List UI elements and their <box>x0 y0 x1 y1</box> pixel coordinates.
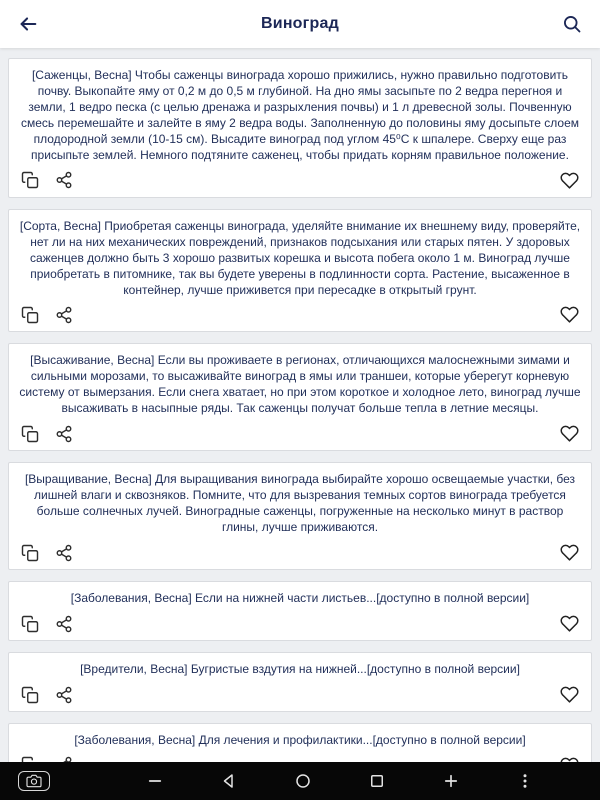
card-text: [Саженцы, Весна] Чтобы саженцы винограда хорошо прижились, нужно правильно подготовить почву. Выкопайте яму от 0,2 м до 0,5 м глубиной. На дно ямы засыпьте по 2 ведра перегноя и земли, 1 ведро песка (с целью дренажа и разрыхления почвы) и 1 л древесной золы. Почвенную смесь перемешайте и залейте в яму 2 ведра воды. Заполненную до половины яму досыпьте слоем плодородной земли (10-15 см). Высадите виноград под углом 45⁰С к шпалере. Сверху еще раз присыпьте землей. Немного подтяните саженец, чтобы придать корням правильное положение. <box>20 68 580 162</box>
nav-more-button[interactable] <box>512 768 538 794</box>
card-actions <box>19 536 581 567</box>
tip-card-4 <box>8 462 592 570</box>
nav-home-button[interactable] <box>290 768 316 794</box>
copy-button[interactable] <box>21 306 39 324</box>
card-actions <box>19 678 581 709</box>
card-actions <box>19 749 581 762</box>
share-icon <box>55 306 73 324</box>
search-button[interactable] <box>554 6 590 42</box>
plus-icon <box>442 772 460 790</box>
card-actions <box>19 164 581 195</box>
search-icon <box>562 14 582 34</box>
tip-card-3 <box>8 343 592 451</box>
copy-button[interactable] <box>21 171 39 189</box>
card-text: [Высаживание, Весна] Если вы проживаете в регионах, отличающихся малоснежными зимами и сильными морозами, то высаживайте виноград в ямы или траншеи, которые уберегут корневую систему от вымерзания. Если снега хватает, но при этом короткое и холодное лето, виноград лучше высаживать в насыпные ряды. Так саженцы получат больше тепла в летние месяцы. <box>19 353 581 416</box>
tip-card-7 <box>8 723 592 762</box>
more-vertical-icon <box>516 772 534 790</box>
tip-card-5 <box>8 581 592 641</box>
card-actions <box>19 417 581 448</box>
android-nav-bar <box>0 762 600 800</box>
copy-button[interactable] <box>21 686 39 704</box>
copy-icon <box>21 171 39 189</box>
copy-button[interactable] <box>21 425 39 443</box>
tip-card-1 <box>8 58 592 198</box>
recents-square-icon <box>368 772 386 790</box>
copy-icon <box>21 425 39 443</box>
share-icon <box>55 425 73 443</box>
share-icon <box>55 686 73 704</box>
camera-screenshot-icon <box>18 771 50 791</box>
heart-outline-icon <box>560 685 579 704</box>
share-icon <box>55 544 73 562</box>
back-button[interactable] <box>10 6 46 42</box>
copy-icon <box>21 615 39 633</box>
copy-icon <box>21 544 39 562</box>
copy-icon <box>21 306 39 324</box>
share-button[interactable] <box>55 686 73 704</box>
card-actions <box>19 298 581 329</box>
screenshot-button[interactable] <box>14 767 54 795</box>
copy-button[interactable] <box>21 615 39 633</box>
favorite-button[interactable] <box>560 685 579 704</box>
heart-outline-icon <box>560 424 579 443</box>
share-button[interactable] <box>55 171 73 189</box>
card-text: [Заболевания, Весна] Если на нижней части листьев...[доступно в полной версии] <box>70 591 530 606</box>
heart-outline-icon <box>560 543 579 562</box>
favorite-button[interactable] <box>560 614 579 633</box>
share-button[interactable] <box>55 615 73 633</box>
card-text: [Вредители, Весна] Бугристые вздутия на нижней...[доступно в полной версии] <box>80 662 520 677</box>
card-text: [Заболевания, Весна] Для лечения и профилактики...[доступно в полной версии] <box>74 733 526 748</box>
card-list <box>0 48 600 762</box>
card-actions <box>19 607 581 638</box>
app-bar <box>0 0 600 48</box>
card-text: [Выращивание, Весна] Для выращивания винограда выбирайте хорошо освещаемые участки, без лишней влаги и сквозняков. Помните, что для вызревания темных сортов винограда требуется больше солнечных лучей. Виноградные саженцы, погруженные на несколько минут в раствор глины, лучше приживаются. <box>24 472 576 535</box>
favorite-button[interactable] <box>560 305 579 324</box>
copy-button[interactable] <box>21 544 39 562</box>
tip-card-2 <box>8 209 592 333</box>
minus-icon <box>146 772 164 790</box>
back-triangle-icon <box>220 772 238 790</box>
favorite-button[interactable] <box>560 424 579 443</box>
nav-back-button[interactable] <box>216 768 242 794</box>
page-title: Виноград <box>261 15 339 32</box>
favorite-button[interactable] <box>560 543 579 562</box>
arrow-left-icon <box>17 13 39 35</box>
heart-outline-icon <box>560 171 579 190</box>
tip-card-6 <box>8 652 592 712</box>
favorite-button[interactable] <box>560 171 579 190</box>
share-button[interactable] <box>55 306 73 324</box>
nav-minimize-button[interactable] <box>142 768 168 794</box>
share-button[interactable] <box>55 425 73 443</box>
share-icon <box>55 171 73 189</box>
nav-recents-button[interactable] <box>364 768 390 794</box>
nav-button-group <box>94 768 586 794</box>
heart-outline-icon <box>560 305 579 324</box>
copy-icon <box>21 686 39 704</box>
share-button[interactable] <box>55 544 73 562</box>
nav-plus-button[interactable] <box>438 768 464 794</box>
card-text: [Сорта, Весна] Приобретая саженцы винограда, уделяйте внимание их внешнему виду, проверяйте, нет ли на них механических повреждений, признаков подсыхания или старых пятен. У здоровых саженцев должно быть 3 хорошо развитых корешка и высота побега около 1 м. Виноград лучше приобретать в питомнике, так вы будете уверены в подлинности сорта. Растение, высаженное в контейнер, лучше приживется при пересадке в открытый грунт. <box>19 218 581 297</box>
heart-outline-icon <box>560 614 579 633</box>
home-circle-icon <box>294 772 312 790</box>
share-icon <box>55 615 73 633</box>
